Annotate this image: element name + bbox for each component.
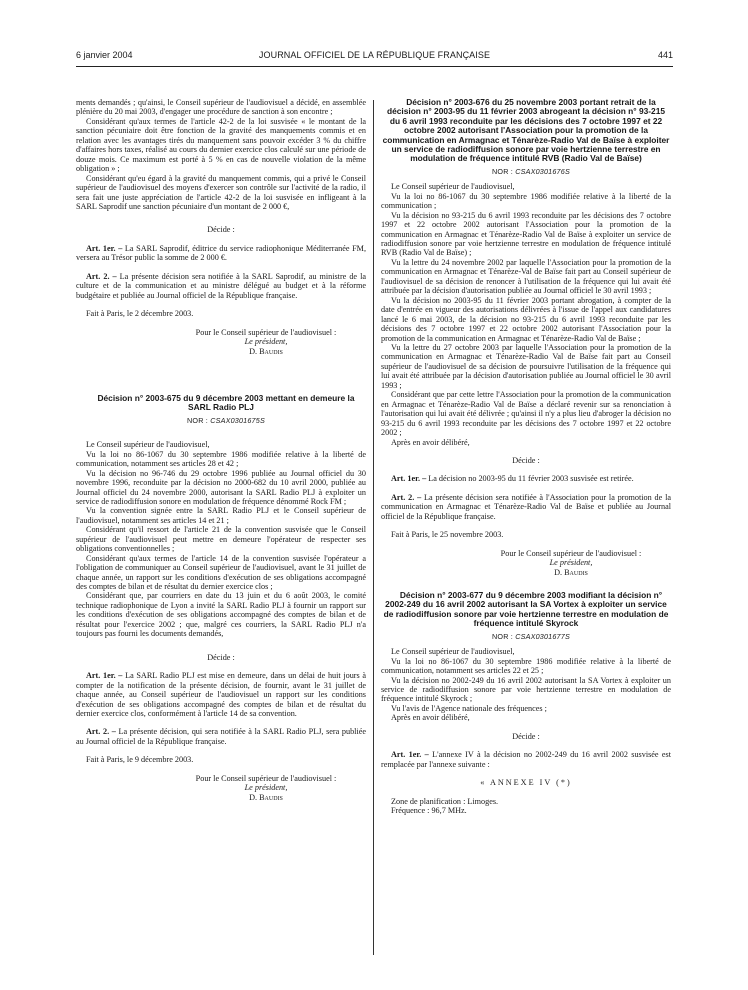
article-text: La présente décision sera notifiée à l'Association pour la promotion de la communication en Armagnac et Ténarèze-Radio Val de Baïse et publiée au Journal officiel de la République française. [381, 492, 672, 521]
paragraph: Vu l'avis de l'Agence nationale des fréquences ; [391, 703, 547, 713]
paragraph: ments demandés ; qu'ainsi, le Conseil supérieur de l'audiovisuel a décidé, en assemblée plénière du 20 mai 2003, d'engager une procédure de sanction à son encontre ; [76, 98, 366, 117]
signature-line: Pour le Conseil supérieur de l'audiovisuel : [500, 548, 642, 558]
article-text: La SARL Radio PLJ est mise en demeure, dans un délai de huit jours à compter de la notification de la présente décision, de fournir, avant le 31 juillet de chaque année, au Conseil supérieur de l'audiovisuel un rapport sur les conditions d'exécution de ses obligations accompagné des comptes de bilan et de résultat du dernier exercice clos, conformément à l'article 14 de sa convention. [76, 671, 367, 719]
column-divider [373, 100, 374, 955]
article [76, 244, 366, 263]
paragraph: Vu la lettre du 27 octobre 2003 par laquelle l'Association pour la promotion de la communication en Armagnac et Ténarèze-Radio Val de Baïse fait part au Conseil supérieur de l'audiovisuel de sa décision de poursuivre l'utilisation de la fréquence qui lui avait été attribuée par la décision d'autorisation publiée au Journal officiel le 30 avril 1993 ; [381, 343, 671, 390]
paragraph: Considérant qu'aux termes de l'article 42-2 de la loi susvisée « le montant de la sanction pécuniaire doit être fonction de la gravité des manquements commis et en relation avec les avantages tirés du manquement sans pouvoir excéder 3 % du chiffre d'affaires hors taxes, réalisé au cours du dernier exercice clos calculé sur une période de douze mois. Ce maximum est porté à 5 % en cas de nouvelle violation de la même obligation » ; [76, 116, 366, 174]
paragraph: Après en avoir délibéré, [391, 713, 470, 723]
decision-title: Décision n° 2003-675 du 9 décembre 2003 mettant en demeure la SARL Radio PLJ [97, 392, 355, 413]
nor-reference: NOR : CSAX0301675S [187, 415, 265, 425]
paragraph: Le Conseil supérieur de l'audiovisuel, [391, 182, 515, 192]
signature-role: Le président, [244, 783, 288, 793]
article [381, 750, 671, 769]
paragraph: Vu la loi no 86-1067 du 30 septembre 1986 modifiée relative à la liberté de communication, notamment ses articles 28 et 42 ; [76, 449, 366, 469]
signature-line: Pour le Conseil supérieur de l'audiovisuel : [195, 773, 337, 783]
paragraph: Vu la lettre du 24 novembre 2002 par laquelle l'Association pour la promotion de la communication en Armagnac et Ténarèze-Val de Baïse fait part au Conseil supérieur de l'audiovisuel de sa décision de renoncer à l'utilisation de la fréquence qui lui avait été attribuée par la décision d'autorisation publiée au Journal officiel le 30 avril 1993 ; [381, 257, 671, 296]
article-label: Art. 1er. – [391, 750, 429, 760]
article-text: La décision no 2003-95 du 11 février 2003 susvisée est retirée. [428, 474, 634, 484]
article [381, 474, 671, 483]
right-column [381, 98, 671, 815]
decide-heading: Décide : [207, 225, 235, 235]
article [381, 493, 671, 521]
zone-line: Zone de planification : Limoges. [391, 796, 499, 806]
decide-heading: Décide : [207, 652, 235, 662]
decide-heading: Décide : [512, 731, 540, 741]
paragraph: Vu la loi no 86-1067 du 30 septembre 1986 modifiée relative à la liberté de la communication ; [381, 191, 671, 211]
fait-line: Fait à Paris, le 25 novembre 2003. [391, 530, 504, 540]
paragraph: Considérant qu'il ressort de l'article 21 de la convention susvisée que le Conseil supérieur de l'audiovisuel peut mettre en demeure l'opérateur de respecter ses obligations conventionnelles ; [76, 525, 366, 554]
paragraph: Considérant que, par courriers en date du 13 juin et du 6 août 2003, le comité technique radiophonique de Lyon a invité la SARL Radio PLJ à fournir un rapport sur les conditions d'exécution de ses obligations accompagné des comptes de bilan et de résultat pour l'exercice 2002 ; que, malgré ces courriers, la SARL Radio PLJ n'a toujours pas fourni les documents demandés, [76, 591, 366, 639]
nor-reference: NOR : CSAX0301677S [492, 631, 570, 641]
paragraph: Vu la décision no 2002-249 du 16 avril 2002 autorisant la SA Vortex à exploiter un service de radiodiffusion sonore par voie hertzienne terrestre en modulation de fréquence intitulé Skyrock ; [381, 675, 671, 704]
signature-role: Le président, [244, 337, 288, 347]
paragraph: Vu la loi no 86-1067 du 30 septembre 1986 modifiée relative à la liberté de communication, notamment ses articles 22 et 25 ; [381, 656, 671, 676]
signature-name: D. Baudis [554, 567, 588, 577]
article-label: Art. 2. – [391, 492, 422, 502]
article-label: Art. 1er. – [86, 671, 123, 681]
paragraph: Le Conseil supérieur de l'audiovisuel, [86, 440, 210, 450]
issue-date: 6 janvier 2004 [76, 50, 133, 60]
header-rule [76, 66, 673, 67]
article [76, 272, 366, 300]
article-label: Art. 1er. – [391, 474, 427, 484]
article-text: La présente décision, qui sera notifiée à la SARL Radio PLJ, sera publiée au Journal officiel de la République française. [76, 727, 367, 746]
decide-heading: Décide : [512, 455, 540, 465]
signature-name: D. Baudis [249, 792, 283, 802]
article [76, 671, 366, 718]
paragraph: Considérant qu'eu égard à la gravité du manquement commis, qui a privé le Conseil supérieur de l'audiovisuel des moyens d'exercer son contrôle sur l'activité de la radio, il sera fait une juste appréciation de l'article 42-2 de la loi susvisée en infligeant à la SARL Saprodif une sanction pécuniaire d'un montant de 2 000 €, [76, 173, 366, 211]
article-text: La présente décision sera notifiée à la SARL Saprodif, au ministre de la culture et de la communication et au ministre délégué au budget et à la réforme budgétaire et publiée au Journal officiel de la République française. [76, 271, 366, 300]
signature-name: D. Baudis [249, 346, 283, 356]
paragraph: Vu la convention signée entre la SARL Radio PLJ et le Conseil supérieur de l'audiovisuel, notamment ses articles 14 et 21 ; [76, 506, 366, 525]
page-header [76, 50, 673, 64]
paragraph: Vu la décision no 2003-95 du 11 février 2003 portant abrogation, à compter de la date d'entrée en vigueur des autorisations délivrées à l'issue de l'appel aux candidatures lancé le 6 mai 2003, de la décision no 93-215 du 6 avril 1993 reconduite par les décisions des 7 octobre 1997 et 22 octobre 2002 autorisant l'Association pour la promotion de la communication en Armagnac et Ténarèze-Radio Val de Baïse ; [381, 295, 671, 343]
article-label: Art. 2. – [86, 727, 116, 737]
signature-role: Le président, [549, 558, 593, 568]
journal-title: JOURNAL OFFICIEL DE LA RÉPUBLIQUE FRANÇAISE [258, 50, 491, 60]
fait-line: Fait à Paris, le 9 décembre 2003. [86, 755, 194, 765]
paragraph: Vu la décision no 96-746 du 29 octobre 1996 publiée au Journal officiel du 30 novembre 1996, reconduite par la décision no 2000-682 du 10 avril 2000, publiée au Journal officiel du 24 novembre 2000, autorisant la SARL Radio PLJ à exploiter un service de radiodiffusion sonore en modulation de fréquence dénommé Rock FM ; [76, 468, 366, 506]
decision-title: Décision n° 2003-677 du 9 décembre 2003 modifiant la décision n° 2002-249 du 16 avril 2002 autorisant la SA Vortex à exploiter un service de radiodiffusion sonore par voie hertzienne terrestre en modulation de fréquence intitulé Skyrock [383, 590, 669, 629]
signature-line: Pour le Conseil supérieur de l'audiovisuel : [195, 327, 337, 337]
paragraph: Vu la décision no 93-215 du 6 avril 1993 reconduite par les décisions des 7 octobre 1997 et 22 octobre 2002 autorisant l'Association pour la promotion de la communication en Armagnac et Ténarèze-Radio Val de Baïse à exploiter un service de radiodiffusion sonore par voie hertzienne terrestre en modulation de fréquence intitulé RVB (Radio Val de Baïse) ; [381, 210, 671, 258]
nor-reference: NOR : CSAX0301676S [492, 166, 570, 176]
frequency-line: Fréquence : 96,7 MHz. [391, 806, 467, 816]
left-column [76, 98, 366, 802]
article-label: Art. 1er. – [86, 243, 123, 253]
fait-line: Fait à Paris, le 2 décembre 2003. [86, 309, 194, 319]
article-label: Art. 2. – [86, 271, 117, 281]
annexe-title: « ANNEXE IV (*) [480, 778, 572, 788]
article-text: L'annexe IV à la décision no 2002-249 du 16 avril 2002 susvisée est remplacée par l'annexe suivante : [381, 750, 672, 769]
article [76, 727, 366, 746]
article-text: La SARL Saprodif, éditrice du service radiophonique Méditerranée FM, versera au Trésor public la somme de 2 000 €. [76, 243, 366, 263]
paragraph: Considérant qu'aux termes de l'article 14 de la convention susvisée l'opérateur a l'obligation de communiquer au Conseil supérieur de l'audiovisuel, avant le 31 juillet de chaque année, un rapport sur les conditions d'exécution de ses obligations accompagné des comptes de bilan et de résultat du dernier exercice clos ; [76, 553, 366, 592]
paragraph: Après en avoir délibéré, [391, 437, 470, 447]
page-number: 441 [657, 50, 673, 60]
decision-title: Décision n° 2003-676 du 25 novembre 2003 portant retrait de la décision n° 2003-95 du 11 février 2003 abrogeant la décision n° 93-215 du 6 avril 1993 reconduite par les décisions des 7 octobre 1997 et 22 octobre 2002 autorisant l'Association pour la promotion de la communication en Armagnac et Ténarèze-Radio Val de Baïse à exploiter un service de radiodiffusion sonore par voie hertzienne terrestre en modulation de fréquence intitulé RVB (Radio Val de Baïse) [382, 97, 670, 164]
paragraph: Le Conseil supérieur de l'audiovisuel, [391, 647, 515, 657]
paragraph: Considérant que par cette lettre l'Association pour la promotion de la communication en Armagnac et Ténarèze-Radio Val de Baïse a déclaré revenir sur sa renonciation à l'autorisation qui lui avait été délivrée ; qu'ainsi il n'y a plus lieu d'abroger la décision no 93-215 du 6 avril 1993 reconduite par les décisions des 7 octobre 1997 et 22 octobre 2002 ; [381, 390, 671, 438]
